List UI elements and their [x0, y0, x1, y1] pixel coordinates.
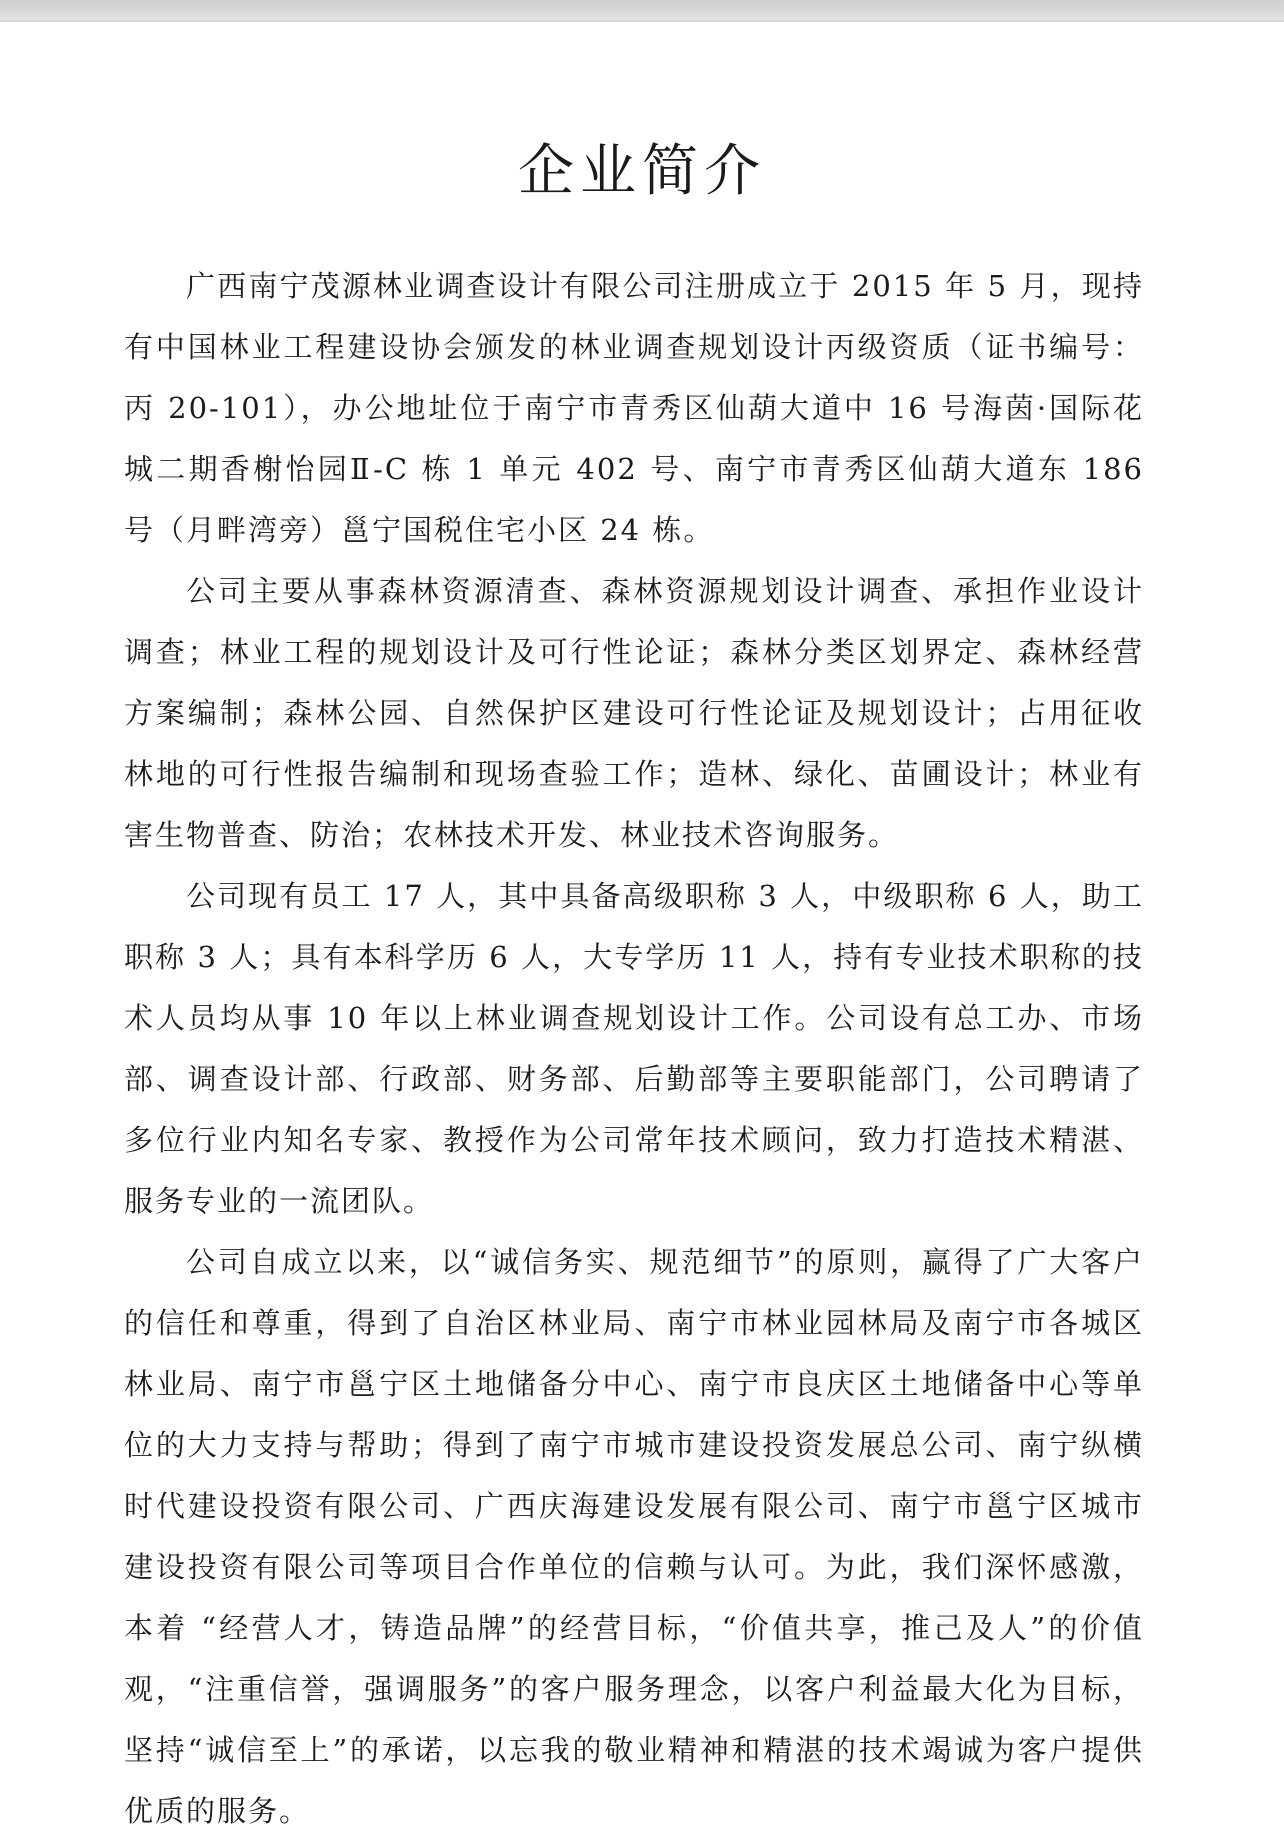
document-body: [124, 256, 1144, 1842]
paragraph-company-registration: 广西南宁茂源林业调查设计有限公司注册成立于 2015 年 5 月，现持有中国林业工程建设协会颁发的林业调查规划设计丙级资质（证书编号：丙 20-101），办公地址位于南宁市青秀区仙葫大道中 16 号海茵·国际花城二期香榭怡园Ⅱ-C 栋 1 单元 402 号、南宁市青秀区仙葫大道东 186 号（月畔湾旁）邕宁国税住宅小区 24 栋。: [124, 269, 1144, 547]
paragraph-staff-and-departments: 公司现有员工 17 人，其中具备高级职称 3 人，中级职称 6 人，助工职称 3 人；具有本科学历 6 人，大专学历 11 人，持有专业技术职称的技术人员均从事 10 年以上林业调查规划设计工作。公司设有总工办、市场部、调查设计部、行政部、财务部、后勤部等主要职能部门，公司聘请了多位行业内知名专家、教授作为公司常年技术顾问，致力打造技术精湛、服务专业的一流团队。: [124, 879, 1144, 1218]
top-edge-strip: [0, 0, 1284, 22]
paragraph-principles-and-partners: 公司自成立以来，以“诚信务实、规范细节”的原则，赢得了广大客户的信任和尊重，得到了自治区林业局、南宁市林业园林局及南宁市各城区林业局、南宁市邕宁区土地储备分中心、南宁市良庆区土地储备中心等单位的大力支持与帮助；得到了南宁市城市建设投资发展总公司、南宁纵横时代建设投资有限公司、广西庆海建设发展有限公司、南宁市邕宁区城市建设投资有限公司等项目合作单位的信赖与认可。为此，我们深怀感激，本着 “经营人才，铸造品牌”的经营目标，“价值共享，推己及人”的价值观，“注重信誉，强调服务”的客户服务理念，以客户利益最大化为目标，坚持“诚信至上”的承诺，以忘我的敬业精神和精湛的技术竭诚为客户提供优质的服务。: [124, 1245, 1144, 1828]
document-title: 企业简介: [518, 139, 766, 204]
paragraph-business-scope: 公司主要从事森林资源清查、森林资源规划设计调查、承担作业设计调查；林业工程的规划设计及可行性论证；森林分类区划界定、森林经营方案编制；森林公园、自然保护区建设可行性论证及规划设计；占用征收林地的可行性报告编制和现场查验工作；造林、绿化、苗圃设计；林业有害生物普查、防治；农林技术开发、林业技术咨询服务。: [124, 574, 1144, 852]
